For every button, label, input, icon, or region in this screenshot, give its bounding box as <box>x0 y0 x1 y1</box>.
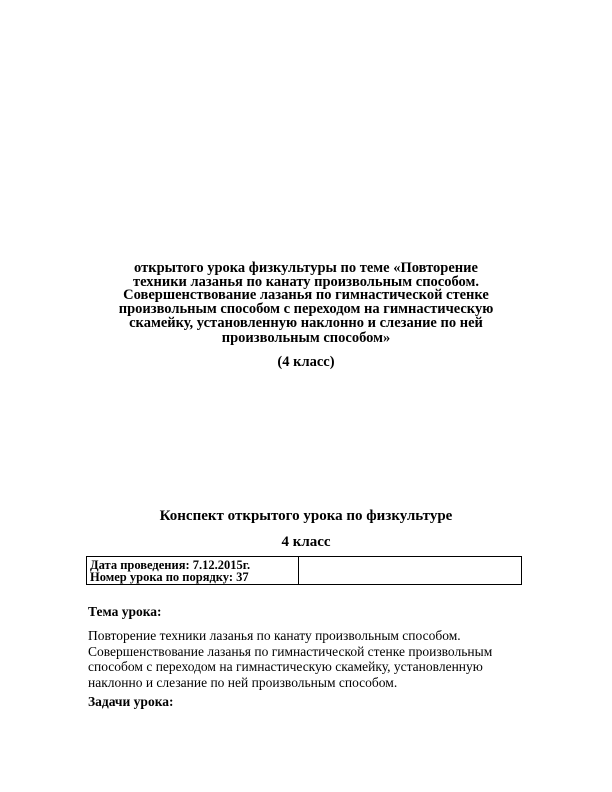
lesson-info-table <box>86 556 522 585</box>
lesson-number: Номер урока по порядку: 37 <box>90 570 249 584</box>
topic-text: Повторение техники лазанья по канату произвольным способом. Совершенствование лазанья по гимнастической стенке произвольным способом с переходом на гимнастическую скамейку, установленную наклонно и слезание по ней произвольным способом. <box>88 628 493 690</box>
document-grade: 4 класс <box>281 534 331 550</box>
table-row <box>87 557 522 585</box>
cover-title <box>100 262 512 346</box>
topic-heading: Тема урока: <box>88 604 162 619</box>
document-title: Конспект открытого урока по физкультуре <box>159 508 453 524</box>
tasks-heading: Задачи урока: <box>88 694 174 709</box>
empty-cell <box>299 557 522 585</box>
cover-title-lines: открытого урока физкультуры по теме «Повторение техники лазанья по канату произвольным способом. Совершенствование лазанья по гимнастической стенке произвольным способом с переходом на гимнастическую <box>118 260 494 317</box>
lesson-date: Дата проведения: 7.12.2015г. <box>90 558 251 572</box>
cover-title-last-lines: скамейку, установленную наклонно и слезание по ней произвольным способом» <box>129 315 483 346</box>
cover-grade: (4 класс) <box>277 354 335 370</box>
lesson-info-cell <box>87 557 299 585</box>
